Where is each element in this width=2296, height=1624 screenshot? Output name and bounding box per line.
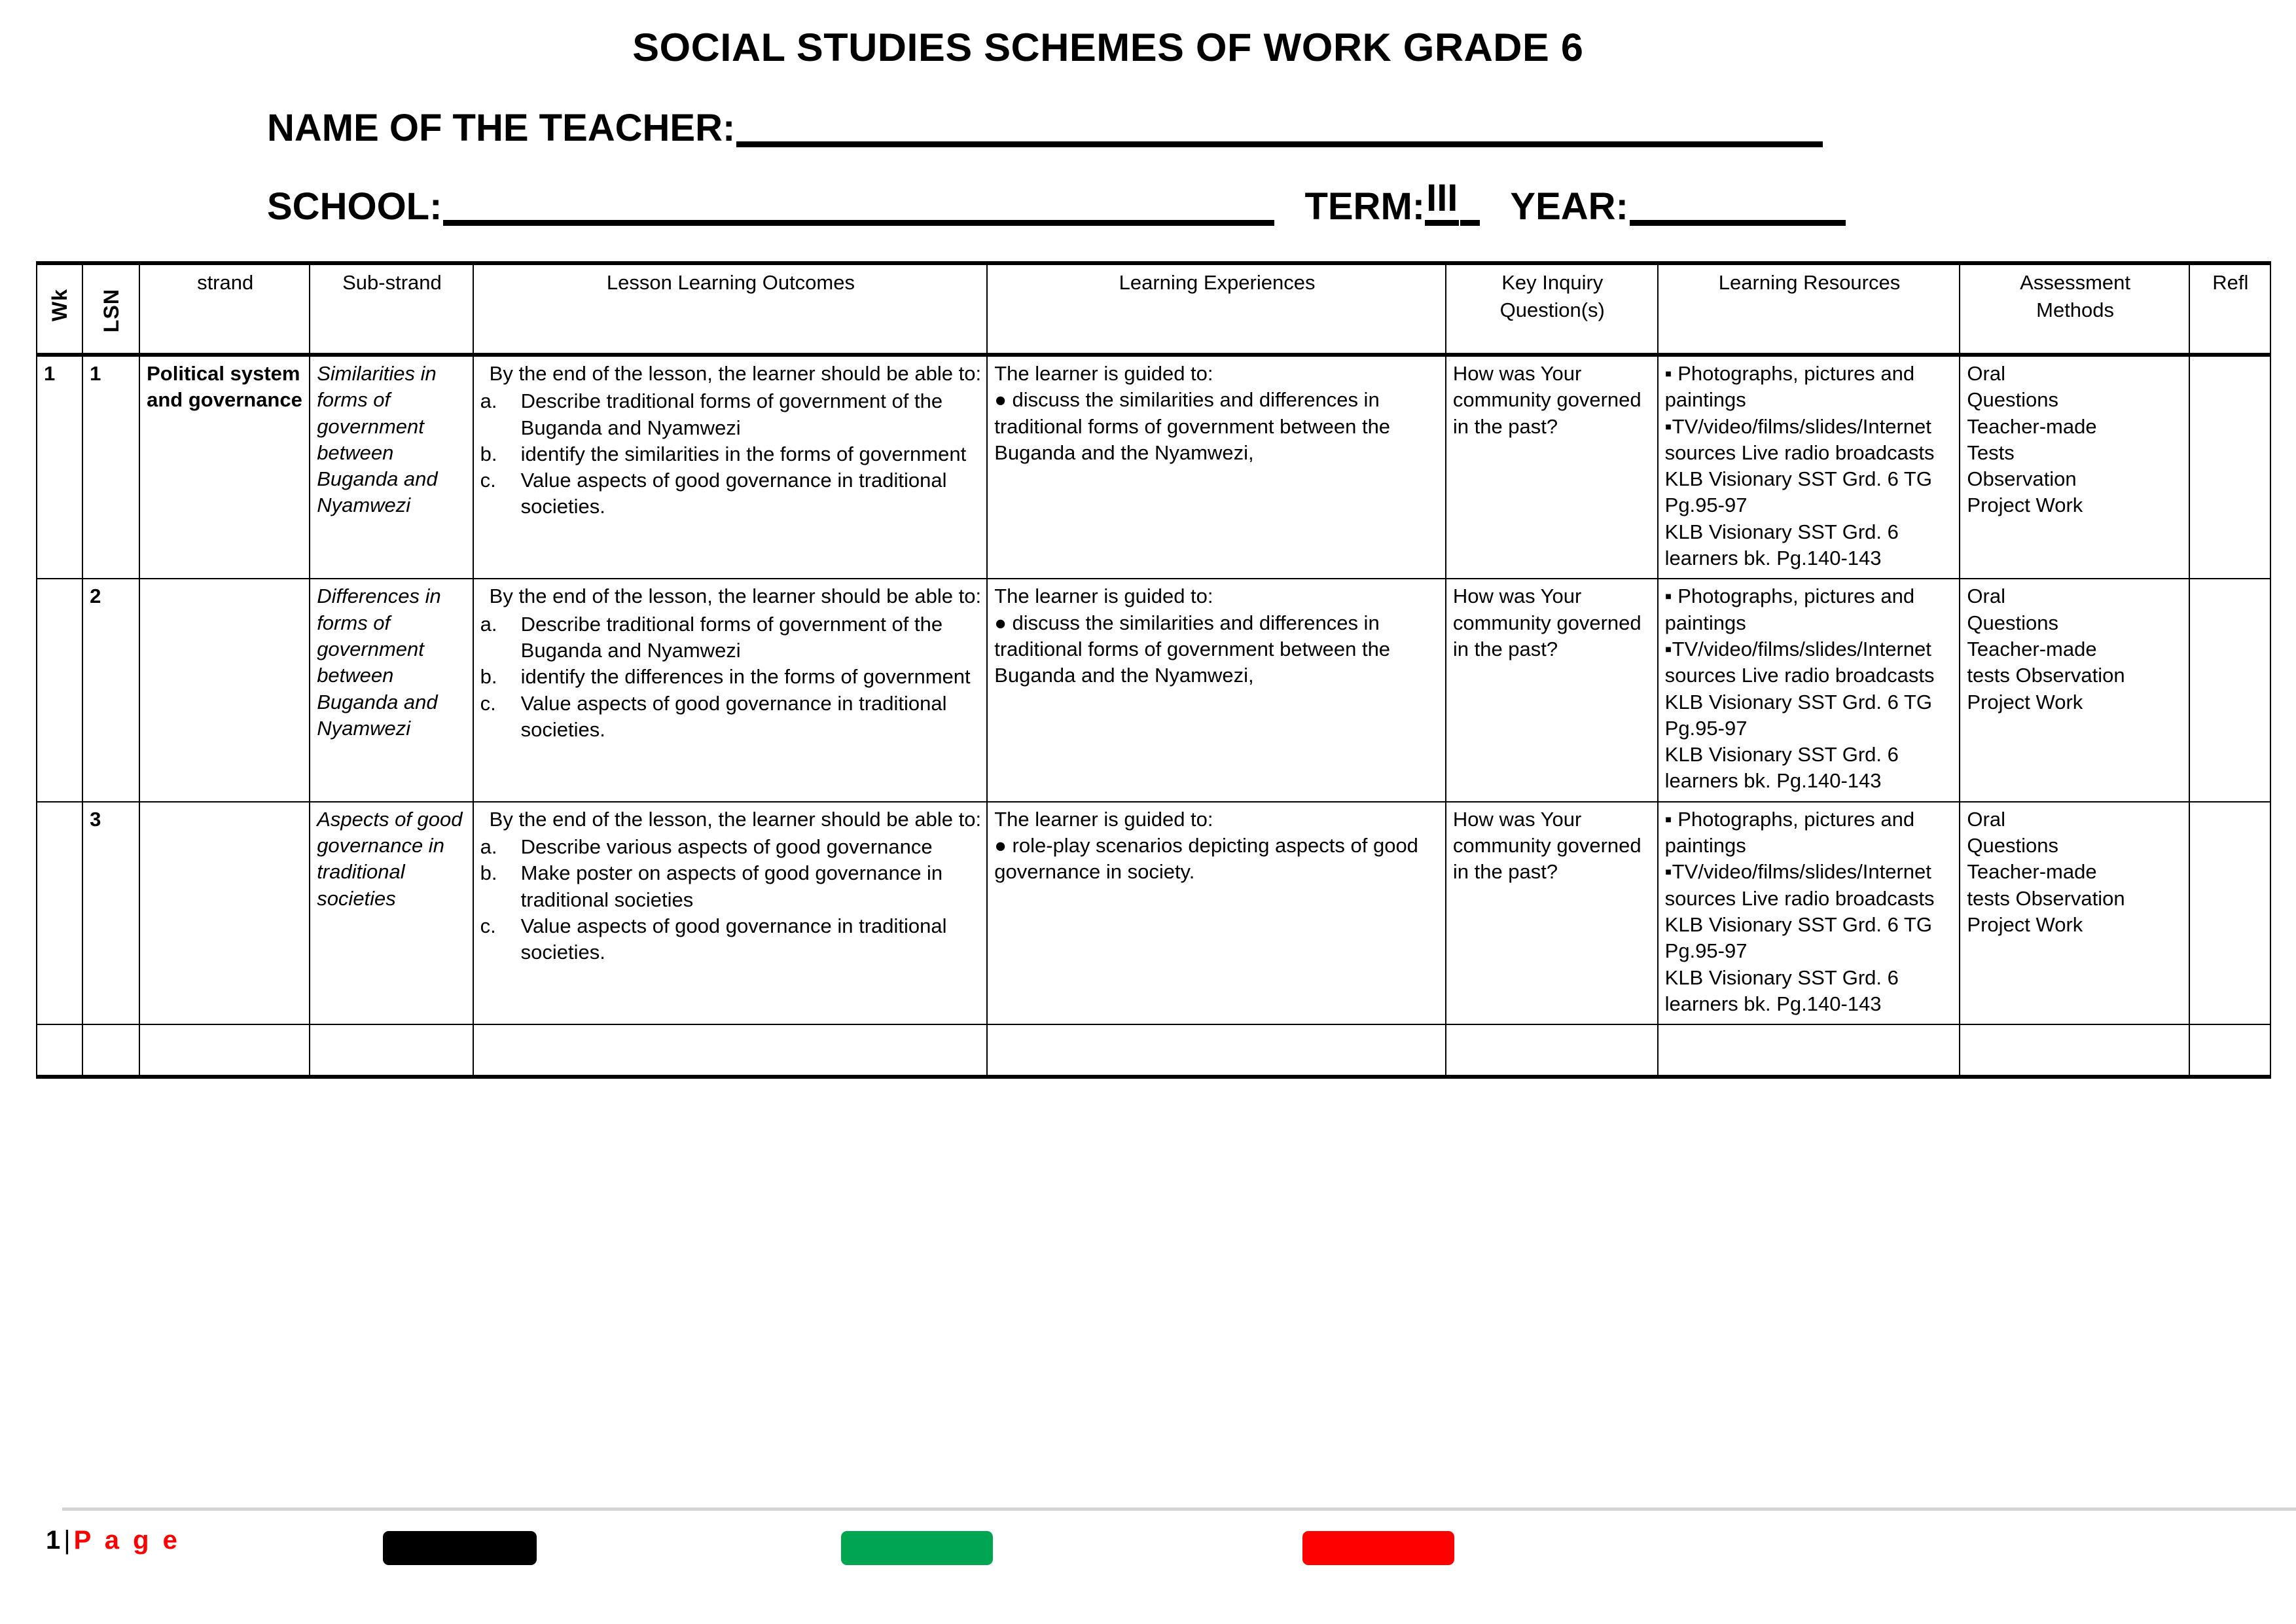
cell-week (37, 802, 82, 1024)
page-title: SOCIAL STUDIES SCHEMES OF WORK GRADE 6 (632, 26, 1584, 69)
le-intro: The learner is guided to: (994, 807, 1213, 831)
llo-intro: By the end of the lesson, the learner should be able to: (489, 807, 982, 831)
cell-learning-resources[interactable] (1658, 1024, 1960, 1077)
assessment-method-item: Teacher-made (1967, 414, 2097, 438)
schemes-table-wrapper (0, 255, 2296, 1079)
teacher-name-input[interactable] (736, 113, 1823, 147)
lr-reference-item: KLB Visionary SST Grd. 6 learners bk. Pg.140-143 (1664, 743, 1899, 793)
llo-item-marker: c. (480, 469, 496, 492)
cell-week (37, 579, 82, 801)
lr-reference-item: KLB Visionary SST Grd. 6 TG Pg.95-97 (1664, 467, 1932, 517)
assessment-method-item: Oral (1967, 807, 2005, 831)
cell-assessment-methods (1960, 802, 2189, 1024)
cell-lesson-number: 2 (82, 579, 139, 801)
cell-week: 1 (37, 355, 82, 579)
lr-bullet-item: ▪ Photographs, pictures and paintings (1664, 807, 1915, 857)
lr-reference-item: KLB Visionary SST Grd. 6 TG Pg.95-97 (1664, 912, 1932, 963)
assessment-method-item: Project Work (1967, 494, 2083, 517)
llo-item-text: identify the similarities in the forms of government (520, 442, 967, 465)
schemes-of-work-table (36, 261, 2271, 1079)
column-header-strand-label: strand (197, 271, 254, 294)
cell-reflection[interactable] (2189, 1024, 2270, 1077)
llo-item-marker: a. (480, 389, 497, 413)
document-header (0, 0, 2296, 226)
column-header-le-label: Learning Experiences (1119, 271, 1316, 294)
column-header-learning-resources (1658, 263, 1960, 355)
column-header-lsn (82, 263, 139, 355)
decorative-bar-green (841, 1531, 993, 1565)
term-input-tail[interactable] (1460, 192, 1480, 226)
assessment-method-item: tests Observation (1967, 886, 2125, 910)
assessment-method-item: Oral (1967, 585, 2005, 608)
lr-bullet-item: ▪ Photographs, pictures and paintings (1664, 362, 1915, 412)
page-number: 1 (46, 1526, 61, 1555)
school-term-year-field-row (0, 176, 2296, 226)
column-header-lsn-label: LSN (99, 289, 123, 333)
table-row (37, 355, 2270, 579)
assessment-method-item: Questions (1967, 834, 2058, 857)
lr-bullet-item: ▪TV/video/films/slides/Internet sources Live radio broadcasts (1664, 414, 1935, 464)
column-header-sub-strand (310, 263, 473, 355)
school-name-input[interactable] (443, 192, 1274, 226)
llo-item-marker: a. (480, 612, 497, 636)
llo-item-marker: b. (480, 442, 497, 465)
column-header-lr-label: Learning Resources (1718, 271, 1901, 294)
llo-item-text: Describe traditional forms of government of the Buganda and Nyamwezi (520, 612, 943, 662)
le-intro: The learner is guided to: (994, 585, 1213, 608)
assessment-method-item: Observation (1967, 467, 2077, 491)
cell-sub-strand: Similarities in forms of government between Buganda and Nyamwezi (310, 355, 473, 579)
lr-bullet-item: ▪ Photographs, pictures and paintings (1664, 585, 1915, 634)
cell-assessment-methods (1960, 355, 2189, 579)
school-field-label: SCHOOL: (267, 185, 442, 228)
cell-key-inquiry-question: How was Your community governed in the past? (1446, 355, 1658, 579)
llo-list-item (480, 664, 982, 690)
cell-reflection[interactable] (2189, 579, 2270, 801)
column-header-lesson-learning-outcomes (473, 263, 988, 355)
footer-divider (62, 1507, 2296, 1511)
llo-list-item (480, 860, 982, 913)
assessment-method-item: Tests (1967, 441, 2015, 464)
llo-item-marker: c. (480, 914, 496, 937)
llo-list (480, 388, 982, 520)
column-header-wk (37, 263, 82, 355)
llo-intro: By the end of the lesson, the learner should be able to: (489, 585, 982, 608)
column-header-wk-label: Wk (48, 289, 72, 321)
page-separator: | (63, 1526, 71, 1555)
column-header-kiq-line1: Key Inquiry (1501, 271, 1604, 294)
cell-learning-resources (1658, 579, 1960, 801)
llo-item-text: Make poster on aspects of good governance in traditional societies (520, 861, 943, 911)
assessment-method-item: Project Work (1967, 912, 2083, 936)
llo-list-item (480, 913, 982, 966)
le-bullet-item: ● role-play scenarios depicting aspects of good governance in society. (994, 834, 1418, 884)
cell-assessment-methods (1960, 579, 2189, 801)
table-row (37, 579, 2270, 801)
lr-reference-item: KLB Visionary SST Grd. 6 TG Pg.95-97 (1664, 690, 1932, 740)
le-bullet-item: ● discuss the similarities and differences in traditional forms of government between the Buganda and the Nyamwezi, (994, 611, 1391, 687)
llo-item-text: identify the differences in the forms of government (520, 665, 971, 689)
cell-key-inquiry-question[interactable] (1446, 1024, 1658, 1077)
cell-lesson-learning-outcomes (473, 579, 988, 801)
llo-item-text: Value aspects of good governance in traditional societies. (520, 691, 947, 741)
cell-week[interactable] (37, 1024, 82, 1077)
column-header-am-line2: Methods (2036, 298, 2115, 321)
cell-sub-strand: Aspects of good governance in traditional societies (310, 802, 473, 1024)
llo-list-item (480, 834, 982, 860)
llo-list-item (480, 388, 982, 441)
llo-list-item (480, 691, 982, 744)
column-header-refl-label: Refl (2212, 271, 2249, 294)
assessment-method-item: Project Work (1967, 690, 2083, 713)
llo-list-item (480, 611, 982, 664)
llo-intro: By the end of the lesson, the learner should be able to: (489, 362, 982, 385)
column-header-am-line1: Assessment (2020, 271, 2130, 294)
page-word-label: P a g e (73, 1526, 181, 1555)
cell-reflection[interactable] (2189, 355, 2270, 579)
cell-learning-experiences[interactable] (987, 1024, 1446, 1077)
cell-sub-strand[interactable] (310, 1024, 473, 1077)
assessment-method-item: Teacher-made (1967, 637, 2097, 660)
cell-strand: Political system and governance (139, 355, 310, 579)
llo-item-marker: b. (480, 665, 497, 689)
cell-lesson-learning-outcomes (473, 355, 988, 579)
llo-item-text: Value aspects of good governance in traditional societies. (520, 914, 947, 964)
assessment-method-item: tests Observation (1967, 664, 2125, 687)
column-header-learning-experiences (987, 263, 1446, 355)
cell-lesson-learning-outcomes[interactable] (473, 1024, 988, 1077)
teacher-field-row (0, 109, 2296, 147)
llo-item-marker: b. (480, 861, 497, 885)
cell-strand[interactable] (139, 1024, 310, 1077)
year-field-label: YEAR: (1510, 185, 1628, 228)
column-header-key-inquiry-questions (1446, 263, 1658, 355)
table-row (37, 1024, 2270, 1077)
column-header-kiq-line2: Question(s) (1499, 298, 1605, 321)
term-value[interactable]: III (1425, 176, 1459, 226)
cell-learning-resources (1658, 355, 1960, 579)
column-header-sub-strand-label: Sub-strand (342, 271, 442, 294)
cell-key-inquiry-question: How was Your community governed in the past? (1446, 802, 1658, 1024)
llo-list (480, 611, 982, 743)
cell-strand (139, 802, 310, 1024)
page-footer (0, 1493, 2296, 1624)
assessment-method-item: Teacher-made (1967, 860, 2097, 884)
assessment-method-item: Questions (1967, 611, 2058, 634)
llo-item-marker: a. (480, 835, 497, 859)
table-header-row (37, 263, 2270, 355)
cell-learning-experiences (987, 579, 1446, 801)
llo-list-item (480, 441, 982, 467)
lr-reference-item: KLB Visionary SST Grd. 6 learners bk. Pg.140-143 (1664, 965, 1899, 1015)
cell-strand (139, 579, 310, 801)
cell-learning-experiences (987, 802, 1446, 1024)
column-header-assessment-methods (1960, 263, 2189, 355)
cell-assessment-methods[interactable] (1960, 1024, 2189, 1077)
term-field-label: TERM: (1304, 185, 1426, 228)
assessment-method-item: Oral (1967, 362, 2005, 385)
cell-lesson-number[interactable] (82, 1024, 139, 1077)
llo-list-item (480, 467, 982, 520)
llo-item-marker: c. (480, 691, 496, 715)
cell-key-inquiry-question: How was Your community governed in the past? (1446, 579, 1658, 801)
llo-item-text: Describe various aspects of good governance (520, 835, 933, 859)
cell-reflection[interactable] (2189, 802, 2270, 1024)
lr-reference-item: KLB Visionary SST Grd. 6 learners bk. Pg.140-143 (1664, 520, 1899, 570)
table-row (37, 802, 2270, 1024)
column-header-strand (139, 263, 310, 355)
table-body (37, 355, 2270, 1077)
llo-item-text: Describe traditional forms of government of the Buganda and Nyamwezi (520, 389, 943, 439)
llo-list (480, 834, 982, 965)
cell-learning-resources (1658, 802, 1960, 1024)
year-input[interactable] (1630, 192, 1846, 226)
cell-lesson-learning-outcomes (473, 802, 988, 1024)
lr-bullet-item: ▪TV/video/films/slides/Internet sources Live radio broadcasts (1664, 637, 1935, 687)
cell-lesson-number: 1 (82, 355, 139, 579)
teacher-field-label: NAME OF THE TEACHER: (267, 107, 736, 149)
cell-learning-experiences (987, 355, 1446, 579)
decorative-bar-black (383, 1531, 537, 1565)
assessment-method-item: Questions (1967, 388, 2058, 412)
lr-bullet-item: ▪TV/video/films/slides/Internet sources Live radio broadcasts (1664, 860, 1935, 910)
decorative-bar-red (1302, 1531, 1454, 1565)
cell-sub-strand: Differences in forms of government between Buganda and Nyamwezi (310, 579, 473, 801)
column-header-refl (2189, 263, 2270, 355)
cell-lesson-number: 3 (82, 802, 139, 1024)
page-indicator (46, 1526, 181, 1555)
llo-item-text: Value aspects of good governance in traditional societies. (520, 469, 947, 518)
le-intro: The learner is guided to: (994, 362, 1213, 385)
le-bullet-item: ● discuss the similarities and differences in traditional forms of government between the Buganda and the Nyamwezi, (994, 388, 1391, 464)
column-header-llo-label: Lesson Learning Outcomes (606, 271, 855, 294)
